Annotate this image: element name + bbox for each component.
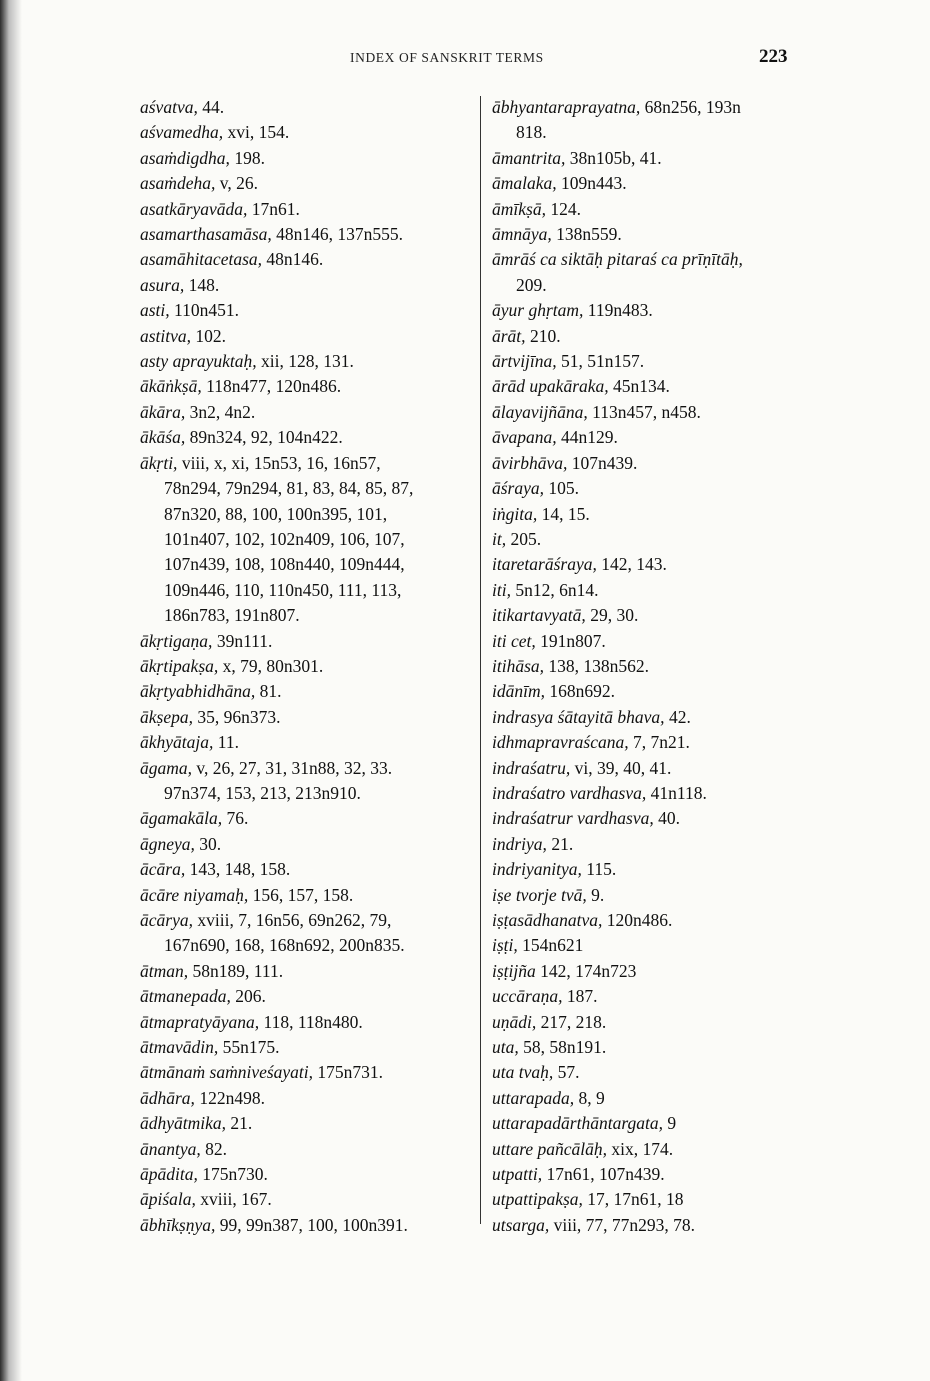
entry-references: 97n374, 153, 213, 213n910. — [164, 782, 361, 803]
entry-term: ādhāra, — [140, 1087, 195, 1108]
entry-term: indraśatrur vardhasva, — [492, 808, 654, 829]
index-entry — [492, 476, 822, 501]
entry-references: 58, 58n191. — [518, 1037, 607, 1058]
entry-references: 818. — [516, 122, 547, 143]
index-entry — [140, 1035, 470, 1060]
page-header — [0, 46, 930, 72]
entry-term: ākṛtigaṇa, — [140, 630, 213, 651]
entry-term: ātmavādin, — [140, 1037, 219, 1058]
entry-term: astitva, — [140, 325, 192, 346]
entry-term: uttarapadārthāntargata, — [492, 1113, 663, 1134]
entry-references: 110n451. — [169, 300, 240, 321]
entry-references: 9 — [662, 1113, 677, 1134]
entry-term: aśvatva, — [140, 97, 198, 117]
entry-references: 14, 15. — [537, 503, 590, 524]
entry-term: idānīm, — [492, 681, 545, 702]
entry-references: 175n731. — [313, 1062, 384, 1083]
entry-term: utsarga, — [492, 1214, 550, 1235]
entry-references: 3n2, 4n2. — [185, 401, 256, 422]
index-entry — [492, 247, 822, 272]
entry-term: iṣe tvorje tvā, — [492, 884, 587, 905]
entry-references: 198. — [229, 147, 265, 168]
index-entry — [140, 984, 470, 1009]
entry-term: ādhyātmika, — [140, 1113, 227, 1134]
index-entry — [140, 171, 470, 196]
entry-references: xviii, 7, 16n56, 69n262, 79, — [192, 910, 392, 930]
index-entry — [140, 197, 470, 222]
index-entry — [492, 1111, 822, 1136]
entry-references: 48n146. — [262, 249, 324, 270]
entry-term: itikartavyatā, — [492, 605, 586, 626]
entry-references: 7, 7n21. — [628, 732, 690, 753]
index-entry — [492, 222, 822, 247]
entry-references: 142, 174n723 — [535, 960, 637, 981]
index-entry — [140, 273, 470, 298]
entry-term: uttare pañcālāḥ, — [492, 1138, 608, 1159]
index-entry — [140, 730, 470, 755]
entry-references: 38n105b, 41. — [565, 147, 662, 168]
entry-references: 30. — [194, 833, 222, 854]
entry-term: ābhīkṣṇya, — [140, 1214, 216, 1235]
index-entry — [140, 95, 470, 120]
index-entry — [140, 146, 470, 171]
index-entry — [140, 451, 470, 476]
entry-term: ānantya, — [140, 1138, 201, 1159]
index-entry — [492, 603, 822, 628]
index-entry — [492, 654, 822, 679]
index-entry — [140, 756, 470, 781]
entry-references: 115. — [581, 859, 617, 880]
entry-references: 87n320, 88, 100, 100n395, 101, — [164, 503, 388, 524]
index-entry — [492, 629, 822, 654]
entry-term: indraśatro vardhasva, — [492, 782, 647, 803]
entry-term: it, — [492, 528, 507, 549]
index-entry — [140, 679, 470, 704]
index-entry — [492, 527, 822, 552]
entry-term: ākhyātaja, — [140, 732, 214, 753]
entry-term: uttarapada, — [492, 1087, 575, 1108]
index-entry-continuation — [140, 552, 470, 577]
entry-term: asura, — [140, 274, 185, 295]
entry-term: iti, — [492, 579, 511, 600]
entry-references: 175n730. — [197, 1164, 268, 1185]
entry-references: 209. — [516, 274, 547, 295]
entry-references: 81. — [255, 681, 282, 702]
entry-references: 99, 99n387, 100, 100n391. — [215, 1214, 408, 1235]
index-entry — [140, 857, 470, 882]
index-entry-continuation — [140, 933, 470, 958]
entry-term: iṅgita, — [492, 503, 538, 524]
entry-term: ārtvijīna, — [492, 351, 557, 372]
index-entry — [140, 1213, 470, 1238]
index-entry — [492, 324, 822, 349]
entry-term: ātmanepada, — [140, 986, 231, 1007]
index-entry — [140, 1060, 470, 1085]
index-entry — [140, 400, 470, 425]
entry-term: asatkāryavāda, — [140, 198, 248, 219]
index-entry — [140, 1187, 470, 1212]
index-entry — [492, 933, 822, 958]
entry-references: 109n443. — [556, 173, 627, 194]
entry-references: xviii, 167. — [195, 1189, 272, 1210]
entry-references: v, 26, 27, 31, 31n88, 32, 33. — [192, 757, 393, 778]
entry-references: viii, x, xi, 15n53, 16, 16n57, — [177, 452, 381, 473]
entry-term: ātman, — [140, 960, 189, 981]
entry-term: āvirbhāva, — [492, 452, 568, 473]
index-entry — [140, 806, 470, 831]
entry-references: 187. — [562, 986, 598, 1007]
index-entry-continuation — [492, 120, 822, 145]
entry-term: uṇādi, — [492, 1011, 537, 1032]
index-entry — [492, 959, 822, 984]
entry-term: ācāre niyamaḥ, — [140, 884, 249, 905]
entry-term: ātmānaṁ saṁniveśayati, — [140, 1062, 314, 1083]
index-entry — [492, 1162, 822, 1187]
entry-references: 76. — [222, 808, 249, 829]
entry-references: 21. — [226, 1113, 253, 1134]
index-entry — [492, 705, 822, 730]
index-entry — [492, 298, 822, 323]
entry-references: 107n439, 108, 108n440, 109n444, — [164, 554, 405, 575]
index-entry — [492, 1060, 822, 1085]
entry-term: āmantrita, — [492, 147, 566, 168]
entry-references: 102. — [191, 325, 227, 346]
entry-term: āgamakāla, — [140, 808, 223, 829]
entry-term: aśvamedha, — [140, 122, 224, 143]
entry-term: āvapana, — [492, 427, 557, 448]
entry-references: 138n559. — [551, 224, 622, 245]
entry-references: 138, 138n562. — [544, 655, 650, 676]
entry-term: asti, — [140, 300, 170, 321]
index-entry — [492, 502, 822, 527]
entry-term: asaṁdeha, — [140, 173, 216, 194]
entry-references: 17n61, 107n439. — [542, 1164, 665, 1185]
index-entry — [492, 1213, 822, 1238]
entry-term: ārād upakāraka, — [492, 376, 609, 397]
entry-references: 8, 9 — [574, 1087, 605, 1108]
entry-term: asaṁdigdha, — [140, 147, 230, 168]
entry-references: 217, 218. — [536, 1011, 607, 1032]
entry-references: viii, 77, 77n293, 78. — [549, 1214, 696, 1235]
index-entry — [140, 908, 470, 933]
index-entry — [492, 95, 822, 120]
entry-references: 44n129. — [556, 427, 618, 448]
index-entry — [492, 984, 822, 1009]
index-entry — [492, 679, 822, 704]
index-entry — [492, 781, 822, 806]
entry-term: itihāsa, — [492, 655, 545, 676]
entry-references: vi, 39, 40, 41. — [570, 757, 672, 778]
entry-references: 42. — [664, 706, 691, 727]
running-head: INDEX OF SANSKRIT TERMS — [350, 50, 544, 65]
index-entry — [140, 1137, 470, 1162]
index-entry-continuation — [140, 781, 470, 806]
entry-term: ākṛtipakṣa, — [140, 655, 219, 676]
entry-term: utpattipakṣa, — [492, 1189, 583, 1210]
entry-term: āmrāś ca siktāḥ pitaraś ca prīṇītāḥ, — [492, 249, 743, 270]
index-entry — [140, 883, 470, 908]
scan-edge-shadow — [0, 0, 24, 1381]
entry-references: 17, 17n61, 18 — [582, 1189, 684, 1210]
entry-references: 21. — [546, 833, 574, 854]
entry-term: ākṛtyabhidhāna, — [140, 681, 256, 702]
entry-term: iṣṭasādhanatva, — [492, 910, 603, 930]
entry-references: 39n111. — [212, 630, 273, 651]
entry-term: iṣṭi, — [492, 935, 518, 956]
index-entry — [492, 451, 822, 476]
entry-references: 57. — [553, 1062, 580, 1083]
entry-references: 68n256, 193n — [640, 97, 741, 117]
entry-references: 11. — [213, 732, 239, 753]
entry-term: ālayavijñāna, — [492, 401, 588, 422]
entry-references: 154n621 — [517, 935, 584, 956]
entry-references: 51, 51n157. — [556, 351, 645, 372]
index-entry — [492, 730, 822, 755]
entry-term: ātmapratyāyana, — [140, 1011, 260, 1032]
entry-references: 143, 148, 158. — [185, 859, 291, 880]
entry-references: 35, 96n373. — [192, 706, 281, 727]
entry-references: 120n486. — [602, 910, 673, 930]
entry-term: asty aprayuktaḥ, — [140, 351, 257, 372]
entry-references: 48n146, 137n555. — [271, 224, 404, 245]
entry-references: 118, 118n480. — [259, 1011, 363, 1032]
entry-references: 168n692. — [545, 681, 615, 702]
index-entry — [140, 1111, 470, 1136]
entry-references: 122n498. — [194, 1087, 265, 1108]
index-entry — [140, 705, 470, 730]
index-entry — [492, 1137, 822, 1162]
index-entry — [140, 832, 470, 857]
index-entry — [140, 324, 470, 349]
entry-term: itaretarāśraya, — [492, 554, 597, 575]
entry-term: asamāhitacetasa, — [140, 249, 263, 270]
entry-references: 186n783, 191n807. — [164, 605, 300, 626]
index-entry — [140, 629, 470, 654]
entry-references: 82. — [200, 1138, 228, 1159]
index-entry-continuation — [140, 502, 470, 527]
index-entry — [140, 1010, 470, 1035]
entry-references: 17n61. — [247, 198, 300, 219]
entry-term: āmīkṣā, — [492, 198, 546, 219]
index-entry-continuation — [492, 273, 822, 298]
index-entry — [140, 374, 470, 399]
index-entry — [492, 349, 822, 374]
entry-references: 113n457, n458. — [587, 401, 701, 422]
entry-references: 167n690, 168, 168n692, 200n835. — [164, 935, 405, 956]
entry-references: 210. — [525, 325, 561, 346]
entry-term: ācārya, — [140, 910, 193, 930]
index-entry-continuation — [140, 603, 470, 628]
entry-term: asamarthasamāsa, — [140, 224, 272, 245]
index-entry — [140, 959, 470, 984]
entry-references: 119n483. — [583, 300, 653, 321]
index-entry-continuation — [140, 476, 470, 501]
entry-term: ākṛti, — [140, 452, 178, 473]
entry-references: 142, 143. — [596, 554, 667, 575]
entry-term: iti cet, — [492, 630, 536, 651]
index-entry — [492, 425, 822, 450]
index-entry — [140, 120, 470, 145]
index-entry — [492, 197, 822, 222]
entry-references: xii, 128, 131. — [256, 351, 354, 372]
index-column-right — [492, 95, 822, 1238]
entry-references: 109n446, 110, 110n450, 111, 113, — [164, 579, 402, 600]
entry-term: āmnāya, — [492, 224, 552, 245]
index-entry — [140, 1086, 470, 1111]
entry-references: 156, 157, 158. — [248, 884, 354, 905]
index-entry — [492, 171, 822, 196]
entry-term: iṣṭijña — [492, 960, 536, 981]
entry-references: 45n134. — [608, 376, 670, 397]
index-entry — [492, 756, 822, 781]
index-entry — [492, 908, 822, 933]
entry-term: āśraya, — [492, 478, 545, 499]
entry-references: 148. — [184, 274, 220, 295]
entry-references: 55n175. — [218, 1037, 280, 1058]
index-entry — [140, 298, 470, 323]
entry-references: 101n407, 102, 102n409, 106, 107, — [164, 528, 405, 549]
entry-term: āmalaka, — [492, 173, 557, 194]
index-entry — [492, 806, 822, 831]
index-entry-continuation — [140, 578, 470, 603]
index-entry — [492, 374, 822, 399]
entry-references: 107n439. — [567, 452, 638, 473]
entry-references: xvi, 154. — [223, 122, 290, 143]
index-entry — [492, 578, 822, 603]
entry-term: indrasya śātayitā bhava, — [492, 706, 665, 727]
entry-term: ākāṅkṣā, — [140, 376, 202, 397]
entry-term: ārāt, — [492, 325, 526, 346]
entry-references: 29, 30. — [585, 605, 639, 626]
index-entry — [140, 222, 470, 247]
entry-references: 41n118. — [646, 782, 707, 803]
index-entry — [492, 552, 822, 577]
index-entry — [140, 247, 470, 272]
index-entry — [140, 349, 470, 374]
entry-term: āpādita, — [140, 1164, 198, 1185]
column-divider — [480, 96, 481, 1224]
entry-term: āgama, — [140, 757, 193, 778]
entry-term: ācāra, — [140, 859, 186, 880]
index-entry — [492, 1187, 822, 1212]
entry-references: xix, 174. — [607, 1138, 674, 1159]
entry-term: ākṣepa, — [140, 706, 193, 727]
entry-term: indraśatru, — [492, 757, 571, 778]
entry-references: 5n12, 6n14. — [510, 579, 599, 600]
index-entry — [140, 425, 470, 450]
index-entry — [492, 883, 822, 908]
entry-references: 9. — [586, 884, 605, 905]
entry-references: 78n294, 79n294, 81, 83, 84, 85, 87, — [164, 478, 414, 499]
index-column-left — [140, 95, 470, 1238]
index-entry-continuation — [140, 527, 470, 552]
entry-references: 124. — [545, 198, 581, 219]
entry-references: 206. — [230, 986, 266, 1007]
entry-term: idhmapravraścana, — [492, 732, 629, 753]
index-entry — [492, 857, 822, 882]
index-entry — [492, 1010, 822, 1035]
entry-references: 89n324, 92, 104n422. — [185, 427, 343, 448]
entry-term: ākāśa, — [140, 427, 186, 448]
entry-term: ākāra, — [140, 401, 186, 422]
index-entry — [140, 654, 470, 679]
entry-references: 44. — [197, 97, 225, 117]
entry-term: āpiśala, — [140, 1189, 196, 1210]
entry-term: ābhyantaraprayatna, — [492, 97, 641, 117]
entry-term: uta tvaḥ, — [492, 1062, 554, 1083]
page-number: 223 — [759, 46, 788, 67]
entry-references: 118n477, 120n486. — [201, 376, 342, 397]
index-entry — [492, 400, 822, 425]
index-entry — [492, 832, 822, 857]
index-entry — [492, 1086, 822, 1111]
entry-references: 58n189, 111. — [188, 960, 284, 981]
entry-term: indriya, — [492, 833, 547, 854]
entry-references: 191n807. — [535, 630, 606, 651]
entry-term: utpatti, — [492, 1164, 543, 1185]
entry-term: indriyanitya, — [492, 859, 582, 880]
entry-references: x, 79, 80n301. — [218, 655, 324, 676]
entry-references: 105. — [544, 478, 580, 499]
entry-references: v, 26. — [215, 173, 258, 194]
index-entry — [140, 1162, 470, 1187]
entry-references: 40. — [653, 808, 680, 829]
index-entry — [492, 1035, 822, 1060]
entry-references: 205. — [506, 528, 542, 549]
index-entry — [492, 146, 822, 171]
entry-term: uccāraṇa, — [492, 986, 563, 1007]
entry-term: uta, — [492, 1037, 519, 1058]
entry-term: āyur ghṛtam, — [492, 300, 584, 321]
entry-term: āgneya, — [140, 833, 195, 854]
